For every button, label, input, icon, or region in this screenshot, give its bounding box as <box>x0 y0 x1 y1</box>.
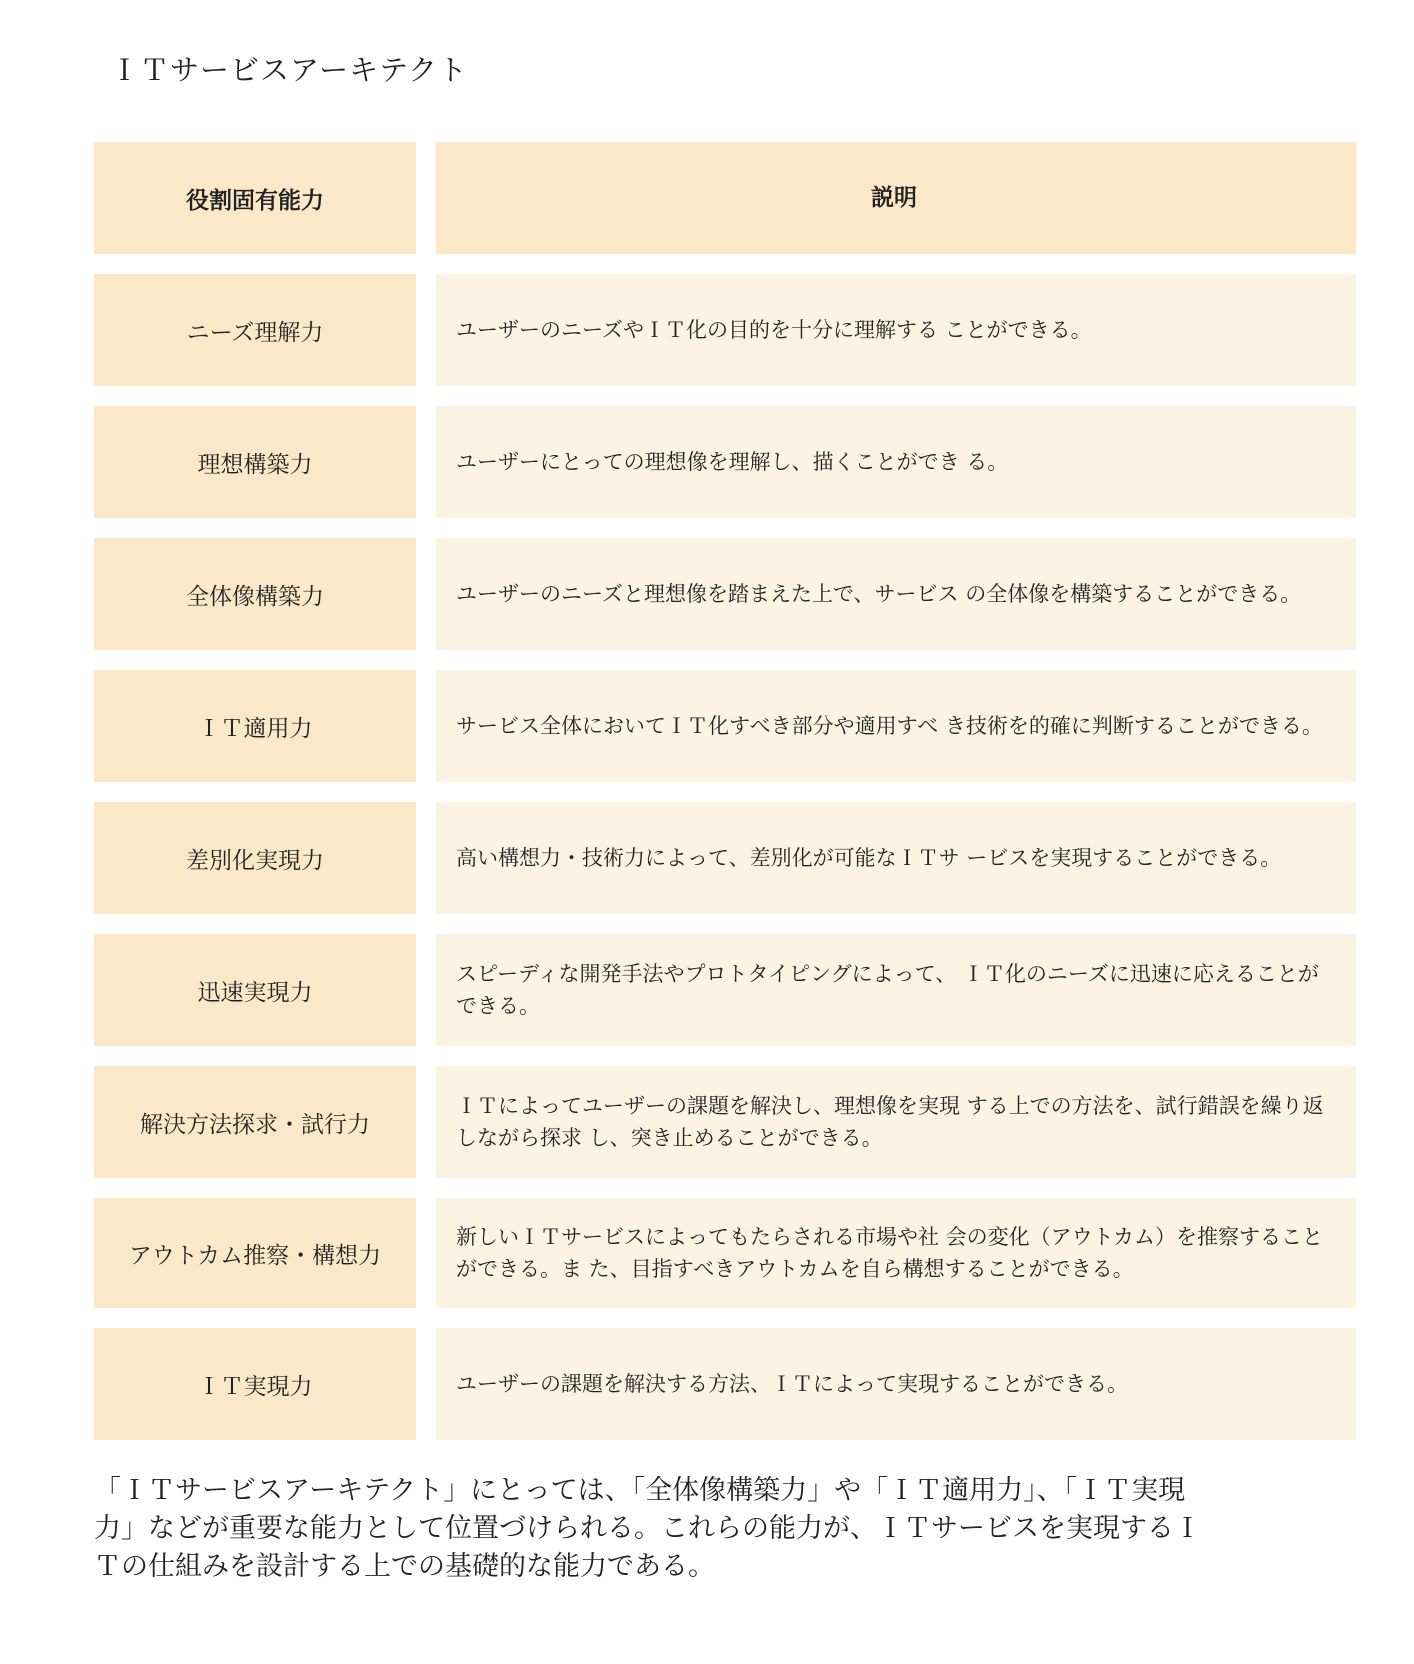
description-cell: ＩＴによってユーザーの課題を解決し、理想像を実現 する上での方法を、試行錯誤を繰り返しながら探求 し、突き止めることができる。 <box>436 1066 1356 1178</box>
description-cell: サービス全体においてＩＴ化すべき部分や適用すべ き技術を的確に判断することができる。 <box>436 670 1356 782</box>
ability-cell: 迅速実現力 <box>94 934 416 1046</box>
page-title: ＩＴサービスアーキテクト <box>110 53 468 87</box>
table-row <box>94 1328 1356 1440</box>
table-row <box>94 670 1356 782</box>
description-cell: スピーディな開発手法やプロトタイピングによって、 ＩＴ化のニーズに迅速に応えることができる。 <box>436 934 1356 1046</box>
ability-cell: 全体像構築力 <box>94 538 416 650</box>
header-description: 説明 <box>436 142 1356 254</box>
table-header-row <box>94 142 1356 254</box>
header-ability: 役割固有能力 <box>94 142 416 254</box>
description-cell: ユーザーにとっての理想像を理解し、描くことができ る。 <box>436 406 1356 518</box>
table-row <box>94 802 1356 914</box>
ability-cell: ニーズ理解力 <box>94 274 416 386</box>
ability-cell: 差別化実現力 <box>94 802 416 914</box>
description-cell: ユーザーのニーズやＩＴ化の目的を十分に理解する ことができる。 <box>436 274 1356 386</box>
ability-table <box>94 142 1356 1460</box>
description-cell: ユーザーのニーズと理想像を踏まえた上で、サービス の全体像を構築することができる。 <box>436 538 1356 650</box>
description-cell: 高い構想力・技術力によって、差別化が可能なＩＴサ ービスを実現することができる。 <box>436 802 1356 914</box>
table-row <box>94 1066 1356 1178</box>
summary-paragraph: 「ＩＴサービスアーキテクト」にとっては、「全体像構築力」や「ＩＴ適用力」、「ＩＴ実現力」などが重要な能力として位置づけられる。これらの能力が、ＩＴサービスを実現するＩＴの仕組みを設計する上での基礎的な能力である。 <box>94 1475 1201 1582</box>
table-row <box>94 934 1356 1046</box>
description-cell: 新しいＩＴサービスによってもたらされる市場や社 会の変化（アウトカム）を推察することができる。ま た、目指すべきアウトカムを自ら構想することができる。 <box>436 1198 1356 1308</box>
table-row <box>94 274 1356 386</box>
ability-cell: ＩＴ適用力 <box>94 670 416 782</box>
table-row <box>94 1198 1356 1308</box>
ability-cell: アウトカム推察・構想力 <box>94 1198 416 1308</box>
ability-cell: 解決方法探求・試行力 <box>94 1066 416 1178</box>
ability-cell: ＩＴ実現力 <box>94 1328 416 1440</box>
ability-cell: 理想構築力 <box>94 406 416 518</box>
description-cell: ユーザーの課題を解決する方法、ＩＴによって実現することができる。 <box>436 1328 1356 1440</box>
table-row <box>94 538 1356 650</box>
table-row <box>94 406 1356 518</box>
